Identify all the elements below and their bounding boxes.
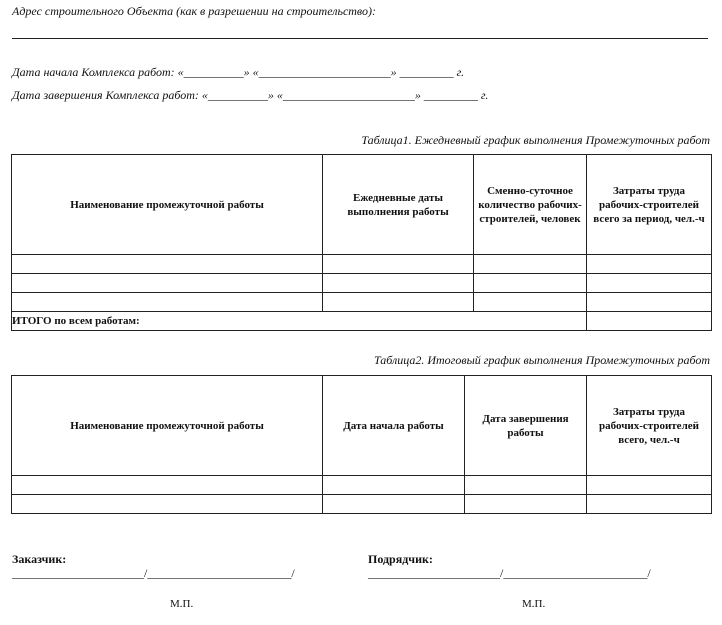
cell[interactable]: [474, 274, 587, 293]
cell[interactable]: [323, 476, 465, 495]
cell[interactable]: [465, 476, 587, 495]
cell[interactable]: [12, 255, 323, 274]
cell[interactable]: [12, 476, 323, 495]
col-header: Наименование промежуточной работы: [12, 376, 323, 476]
col-header: Дата начала работы: [323, 376, 465, 476]
cell[interactable]: [323, 293, 474, 312]
customer-stamp: М.П.: [170, 598, 194, 610]
col-header: Сменно-суточное количество рабочих-строителей, человек: [474, 155, 587, 255]
address-rule: [12, 38, 708, 39]
summary-schedule-table: [11, 375, 712, 514]
cell[interactable]: [474, 293, 587, 312]
contractor-label: Подрядчик:: [368, 552, 433, 566]
total-row: [12, 312, 712, 331]
cell[interactable]: [12, 293, 323, 312]
cell[interactable]: [12, 274, 323, 293]
col-header: Дата завершения работы: [465, 376, 587, 476]
cell[interactable]: [587, 255, 712, 274]
cell[interactable]: [12, 495, 323, 514]
end-date-line: Дата завершения Комплекса работ: «__________» «______________________» _________ г.: [12, 88, 489, 102]
table1-caption: Таблица1. Ежедневный график выполнения Промежуточных работ: [361, 133, 710, 147]
table2-caption: Таблица2. Итоговый график выполнения Промежуточных работ: [373, 353, 710, 367]
cell[interactable]: [474, 255, 587, 274]
table-row: [12, 255, 712, 274]
cell[interactable]: [587, 495, 712, 514]
address-label: Адрес строительного Объекта (как в разрешении на строительство):: [12, 4, 376, 18]
cell[interactable]: [323, 255, 474, 274]
table-row: [12, 274, 712, 293]
cell[interactable]: [465, 495, 587, 514]
col-header: Ежедневные даты выполнения работы: [323, 155, 474, 255]
customer-label: Заказчик:: [12, 552, 67, 566]
total-label: ИТОГО по всем работам:: [12, 312, 587, 331]
table-header-row: [12, 376, 712, 476]
table-row: [12, 476, 712, 495]
cell[interactable]: [323, 495, 465, 514]
total-cell[interactable]: [587, 312, 712, 331]
table-row: [12, 293, 712, 312]
cell[interactable]: [587, 274, 712, 293]
start-date-line: Дата начала Комплекса работ: «__________» «______________________» _________ г.: [12, 65, 465, 79]
col-header: Наименование промежуточной работы: [12, 155, 323, 255]
contractor-sign-line: ______________________/________________________/: [368, 566, 651, 580]
col-header: Затраты труда рабочих-строителей всего за период, чел.-ч: [587, 155, 712, 255]
table-header-row: [12, 155, 712, 255]
cell[interactable]: [587, 293, 712, 312]
cell[interactable]: [587, 476, 712, 495]
cell[interactable]: [323, 274, 474, 293]
customer-sign-line: ______________________/________________________/: [12, 566, 295, 580]
col-header: Затраты труда рабочих-строителей всего, чел.-ч: [587, 376, 712, 476]
table-row: [12, 495, 712, 514]
daily-schedule-table: [11, 154, 712, 331]
contractor-stamp: М.П.: [522, 598, 546, 610]
